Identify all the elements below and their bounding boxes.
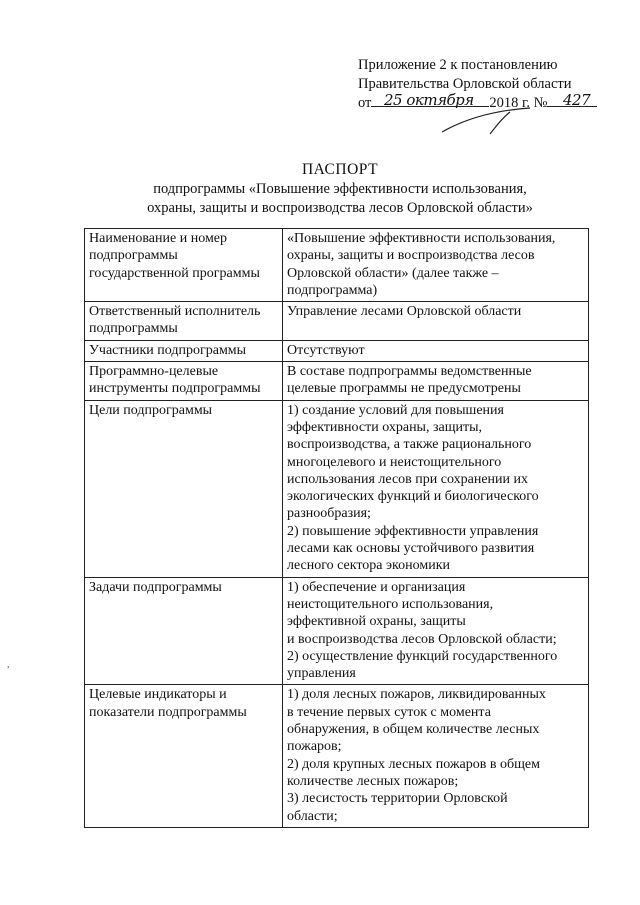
table-row bbox=[85, 340, 589, 361]
row-label-cell bbox=[85, 400, 283, 577]
handwritten-date: 25 октября bbox=[384, 91, 474, 109]
table-row bbox=[85, 685, 589, 827]
row-label-line: показатели подпрограммы bbox=[89, 704, 247, 720]
row-label-cell bbox=[85, 229, 283, 302]
row-value-cell bbox=[283, 577, 589, 685]
row-value-line: экологических функций и биологического bbox=[287, 489, 539, 505]
row-label-cell bbox=[85, 685, 283, 827]
subtitle-line-1: подпрограммы «Повышение эффективности использования, bbox=[153, 181, 527, 197]
row-label-line: инструменты подпрограммы bbox=[89, 381, 261, 397]
row-value-cell bbox=[283, 400, 589, 577]
row-value-line: эффективности охраны, защиты, bbox=[287, 419, 483, 435]
table-row bbox=[85, 400, 589, 577]
table-row bbox=[85, 229, 589, 302]
row-value-line: 2) повышение эффективности управления bbox=[287, 523, 539, 539]
row-value-line: лесами как основы устойчивого развития bbox=[287, 541, 535, 557]
row-value-line: и воспроизводства лесов Орловской области; bbox=[287, 631, 557, 647]
row-value-line: разнообразия; bbox=[287, 506, 371, 522]
row-label-line: Программно-целевые bbox=[89, 364, 219, 380]
row-value-line: Управление лесами Орловской области bbox=[287, 304, 522, 320]
row-value-line: Отсутствуют bbox=[287, 342, 365, 358]
row-value-line: подпрограмма) bbox=[287, 282, 378, 298]
handwritten-number: 427 bbox=[563, 91, 591, 109]
row-label-line: Участники подпрограммы bbox=[89, 342, 247, 358]
date-suffix: 2018 г. № bbox=[489, 95, 548, 111]
row-value-cell bbox=[283, 302, 589, 341]
row-value-cell bbox=[283, 340, 589, 361]
row-label-line: государственной программы bbox=[89, 265, 260, 281]
appendix-line-1: Приложение 2 к постановлению bbox=[358, 57, 558, 73]
appendix-line-2: Правительства Орловской области bbox=[358, 76, 572, 92]
row-value-line: воспроизводства, а также рационального bbox=[287, 437, 532, 453]
row-value-line: многоцелевого и неистощительного bbox=[287, 454, 502, 470]
subtitle-line-2: охраны, защиты и воспроизводства лесов Орловской области» bbox=[147, 200, 533, 216]
signature-stroke-icon bbox=[440, 106, 560, 136]
row-label-line: подпрограммы bbox=[89, 248, 178, 264]
table-row bbox=[85, 577, 589, 685]
row-value-line: использования лесов при сохранении их bbox=[287, 471, 529, 487]
row-value-line: области; bbox=[287, 808, 338, 824]
row-value-line: 1) создание условий для повышения bbox=[287, 402, 504, 418]
row-label-cell bbox=[85, 362, 283, 401]
page-subtitle bbox=[60, 180, 620, 218]
row-value-line: обнаружения, в общем количестве лесных bbox=[287, 722, 540, 738]
table-row bbox=[85, 362, 589, 401]
row-value-line: эффективной охраны, защиты bbox=[287, 614, 466, 630]
row-value-line: 1) обеспечение и организация bbox=[287, 579, 466, 595]
row-value-line: пожаров; bbox=[287, 739, 342, 755]
row-value-cell bbox=[283, 229, 589, 302]
row-label-line: Наименование и номер bbox=[89, 231, 228, 246]
row-value-line: 3) лесистость территории Орловской bbox=[287, 791, 508, 807]
row-value-line: В составе подпрограммы ведомственные bbox=[287, 364, 532, 380]
passport-table bbox=[84, 228, 589, 828]
row-value-line: 2) осуществление функций государственного bbox=[287, 648, 558, 664]
row-label-cell bbox=[85, 340, 283, 361]
row-value-line: в течение первых суток с момента bbox=[287, 704, 491, 720]
row-value-cell bbox=[283, 362, 589, 401]
row-value-line: Орловской области» (далее также – bbox=[287, 265, 499, 281]
page-title: ПАСПОРТ bbox=[301, 161, 379, 178]
title-block bbox=[60, 160, 620, 218]
passport-table-body bbox=[85, 229, 589, 828]
table-row bbox=[85, 302, 589, 341]
row-value-cell bbox=[283, 685, 589, 827]
row-value-line: управления bbox=[287, 666, 356, 682]
row-value-line: лесного сектора экономики bbox=[287, 558, 450, 574]
row-value-line: количестве лесных пожаров; bbox=[287, 773, 459, 789]
row-value-line: охраны, защиты и воспроизводства лесов bbox=[287, 248, 535, 264]
row-value-line: целевые программы не предусмотрены bbox=[287, 381, 521, 397]
appendix-header bbox=[358, 56, 628, 113]
row-label-cell bbox=[85, 577, 283, 685]
row-value-line: «Повышение эффективности использования, bbox=[287, 231, 556, 246]
row-value-line: неистощительного использования, bbox=[287, 596, 494, 612]
appendix-date-line bbox=[358, 91, 628, 113]
row-label-line: Ответственный исполнитель bbox=[89, 304, 261, 320]
row-label-cell bbox=[85, 302, 283, 341]
row-label-line: подпрограммы bbox=[89, 321, 178, 337]
date-prefix: от bbox=[358, 95, 372, 111]
row-value-line: 1) доля лесных пожаров, ликвидированных bbox=[287, 687, 546, 703]
row-label-line: Задачи подпрограммы bbox=[89, 579, 222, 595]
row-label-line: Целевые индикаторы и bbox=[89, 687, 227, 703]
scan-speck: , bbox=[7, 659, 10, 670]
row-label-line: Цели подпрограммы bbox=[89, 402, 213, 418]
row-value-line: 2) доля крупных лесных пожаров в общем bbox=[287, 756, 540, 772]
